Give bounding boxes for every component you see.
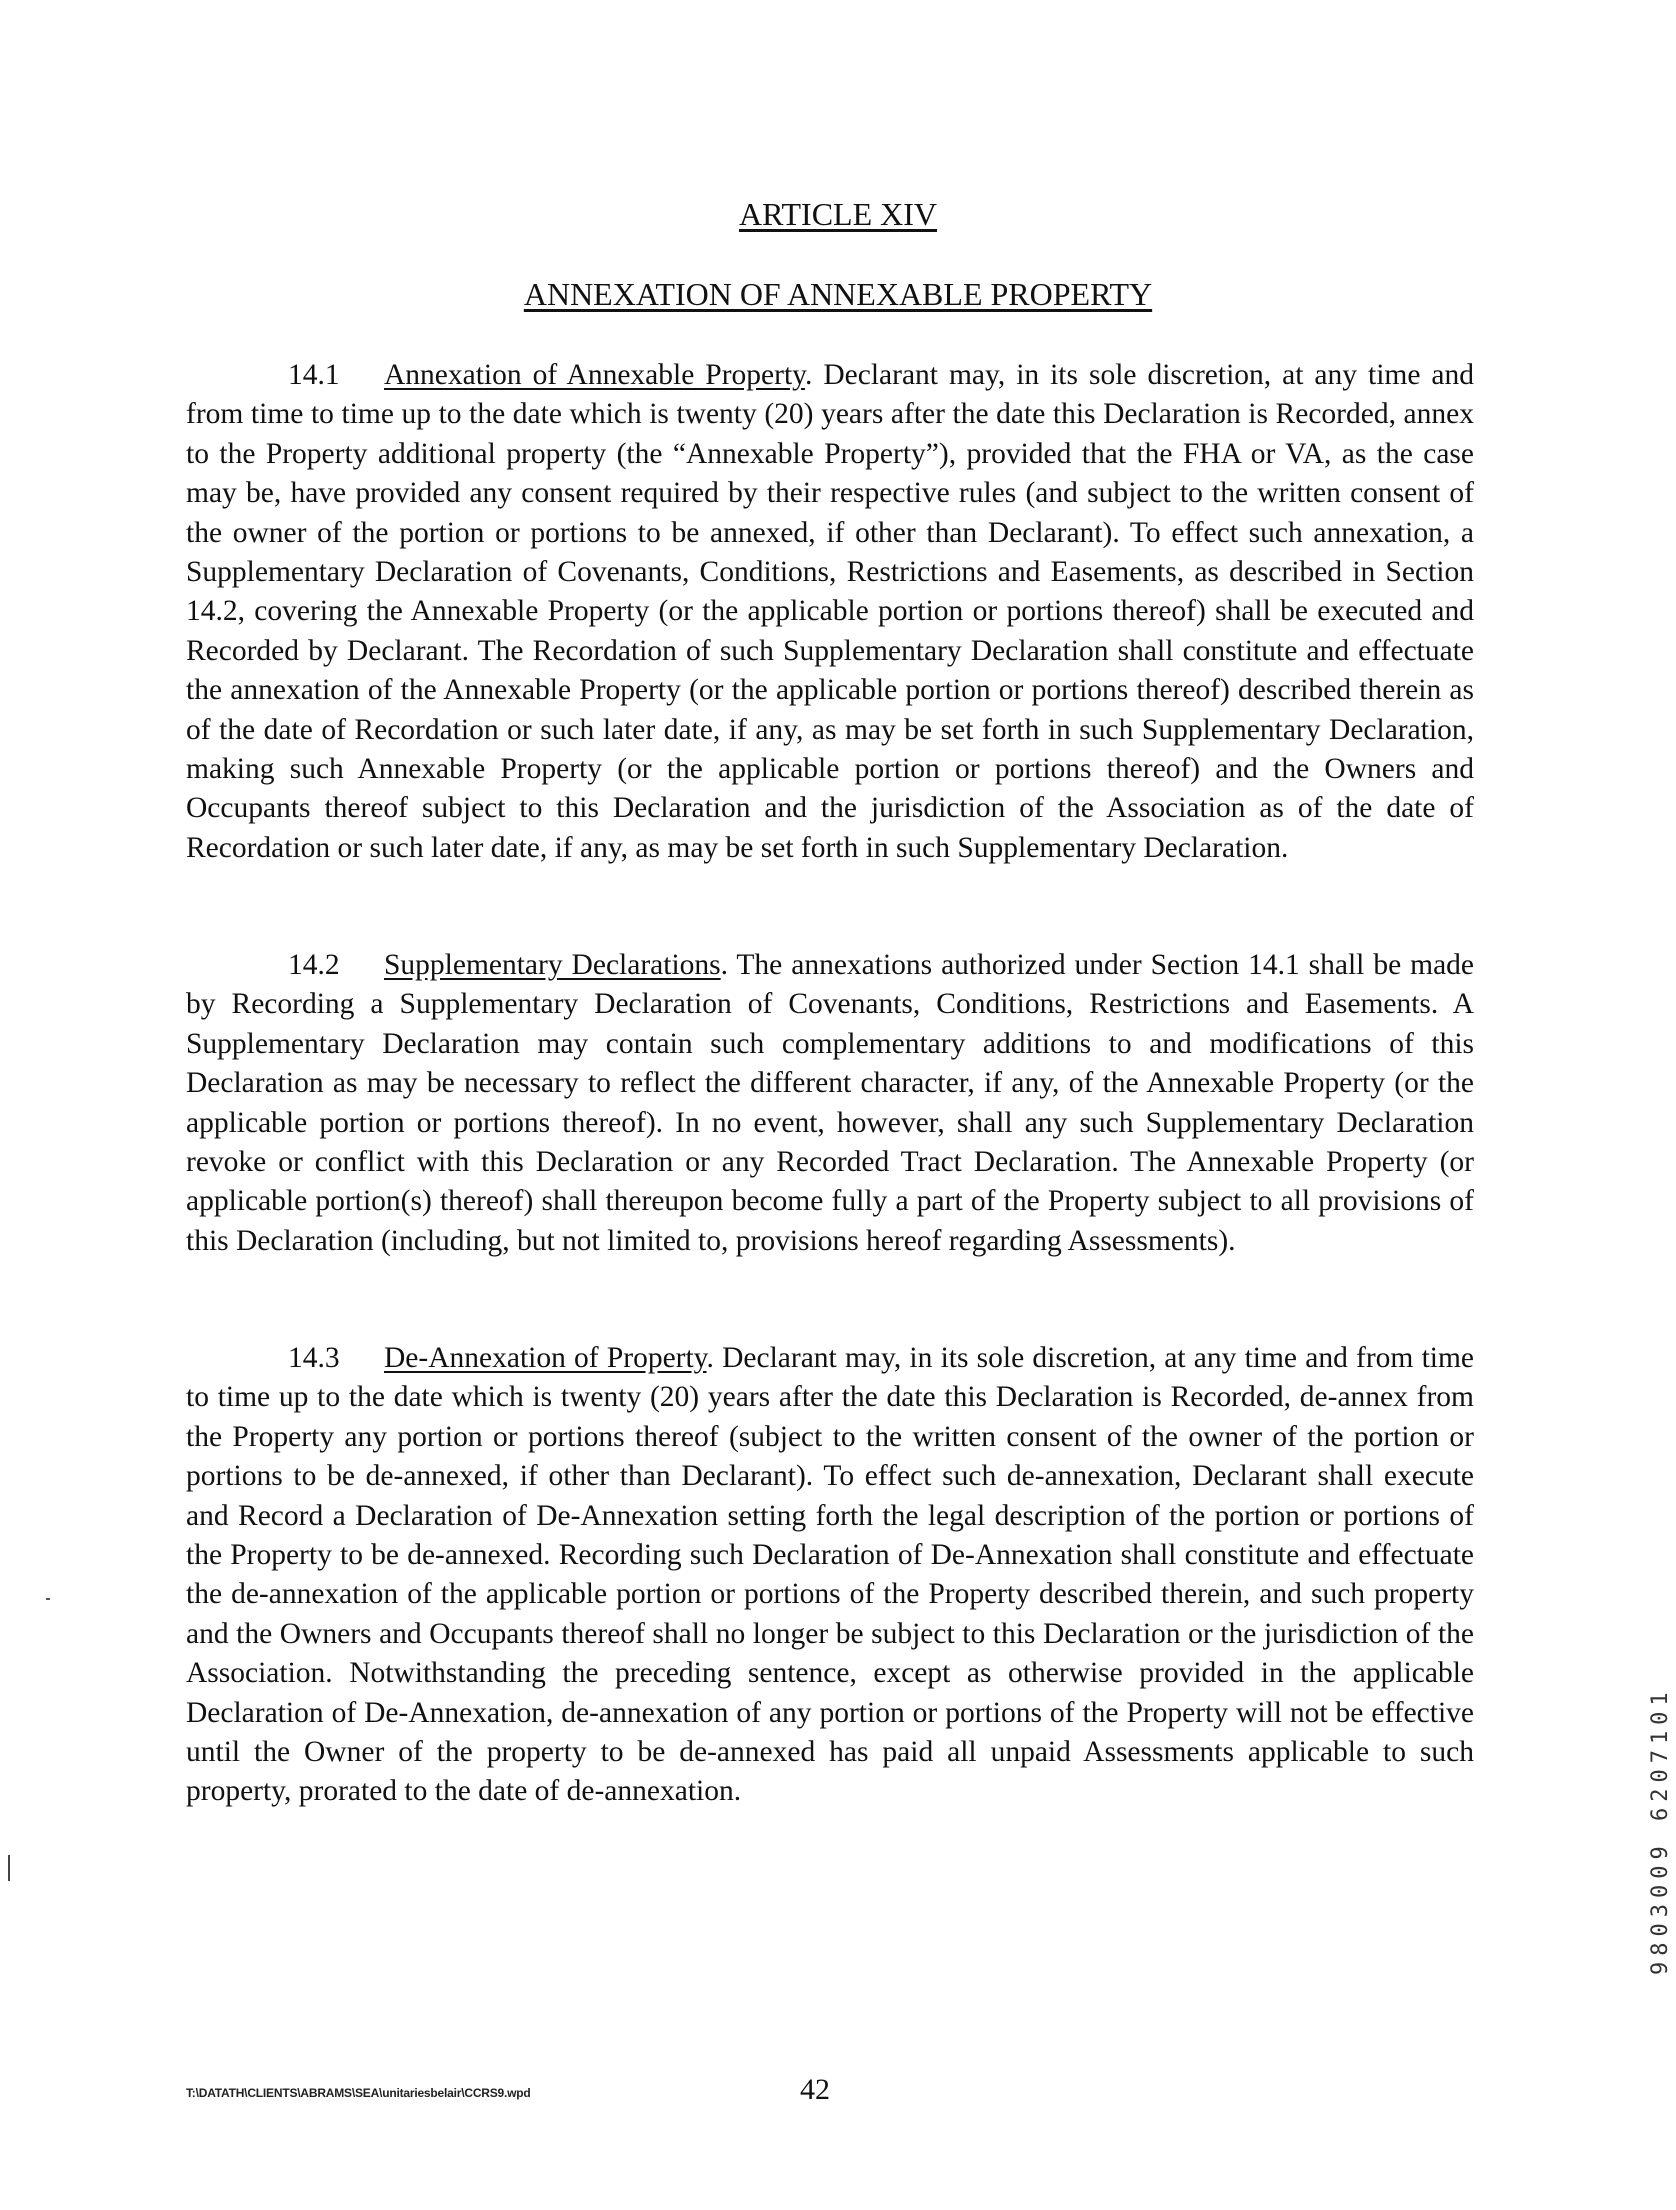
section-paragraph	[186, 1339, 1474, 1812]
scan-artifact-mark	[8, 1855, 10, 1881]
section-14-2	[186, 946, 1474, 1261]
section-title: Supplementary Declarations	[384, 949, 721, 981]
section-paragraph	[186, 946, 1474, 1261]
scan-artifact-dot	[46, 1598, 50, 1600]
article-number: ARTICLE XIV	[738, 196, 938, 232]
section-14-1	[186, 356, 1474, 868]
section-14-3	[186, 1339, 1474, 1812]
section-title: Annexation of Annexable Property	[384, 359, 805, 391]
page-number: 42	[800, 2073, 830, 2106]
section-body: . The annexations authorized under Section 14.1 shall be made by Recording a Supplementary Declaration of Covenants, Conditions, Restrictions and Easements. A Supplementary Declaration may contain such complementary additions to and modifications of this Declaration as may be necessary to reflect the different character, if any, of the Annexable Property (or the applicable portion or portions thereof). In no event, however, shall any such Supplementary Declaration revoke or conflict with this Declaration or any Recorded Tract Declaration. The Annexable Property (or applicable portion(s) thereof) shall thereupon become fully a part of the Property subject to all provisions of this Declaration (including, but not limited to, provisions hereof regarding Assessments).	[186, 949, 1474, 1257]
section-number: 14.3	[288, 1342, 340, 1374]
section-body: . Declarant may, in its sole discretion, at any time and from time to time up to the date which is twenty (20) years after the date this Declaration is Recorded, de-annex from the Property any portion or portions thereof (subject to the written consent of the owner of the portion or portions to be de-annexed, if other than Declarant). To effect such de-annexation, Declarant shall execute and Record a Declaration of De-Annexation setting forth the legal description of the portion or portions of the Property to be de-annexed. Recording such Declaration of De-Annexation shall constitute and effectuate the de-annexation of the applicable portion or portions of the Property described therein, and such property and the Owners and Occupants thereof shall no longer be subject to this Declaration or the jurisdiction of the Association. Notwithstanding the preceding sentence, except as otherwise provided in the applicable Declaration of De-Annexation, de-annexation of any portion or portions of the Property will not be effective until the Owner of the property to be de-annexed has paid all unpaid Assessments applicable to such property, prorated to the date of de-annexation.	[186, 1342, 1475, 1808]
footer-file-path: T:\DATATH\CLIENTS\ABRAMS\SEA\unitariesbelair\CCRS9.wpd	[186, 2086, 531, 2100]
article-title: ANNEXATION OF ANNEXABLE PROPERTY	[523, 276, 1153, 312]
section-number: 14.1	[288, 359, 340, 391]
section-number: 14.2	[288, 949, 340, 981]
section-title: De-Annexation of Property	[384, 1342, 707, 1374]
section-paragraph	[186, 356, 1474, 868]
recording-stamp-text: 9803009 6207101	[1648, 1686, 1673, 1975]
section-body: . Declarant may, in its sole discretion, at any time and from time to time up to the date which is twenty (20) years after the date this Declaration is Recorded, annex to the Property additional property (the “Annexable Property”), provided that the FHA or VA, as the case may be, have provided any consent required by their respective rules (and subject to the written consent of the owner of the portion or portions to be annexed, if other than Declarant). To effect such annexation, a Supplementary Declaration of Covenants, Conditions, Restrictions and Easements, as described in Section 14.2, covering the Annexable Property (or the applicable portion or portions thereof) shall be executed and Recorded by Declarant. The Recordation of such Supplementary Declaration shall constitute and effectuate the annexation of the Annexable Property (or the applicable portion or portions thereof) described therein as of the date of Recordation or such later date, if any, as may be set forth in such Supplementary Declaration, making such Annexable Property (or the applicable portion or portions thereof) and the Owners and Occupants thereof subject to this Declaration and the jurisdiction of the Association as of the date of Recordation or such later date, if any, as may be set forth in such Supplementary Declaration.	[186, 359, 1474, 864]
recording-stamp	[1618, 1595, 1673, 1975]
